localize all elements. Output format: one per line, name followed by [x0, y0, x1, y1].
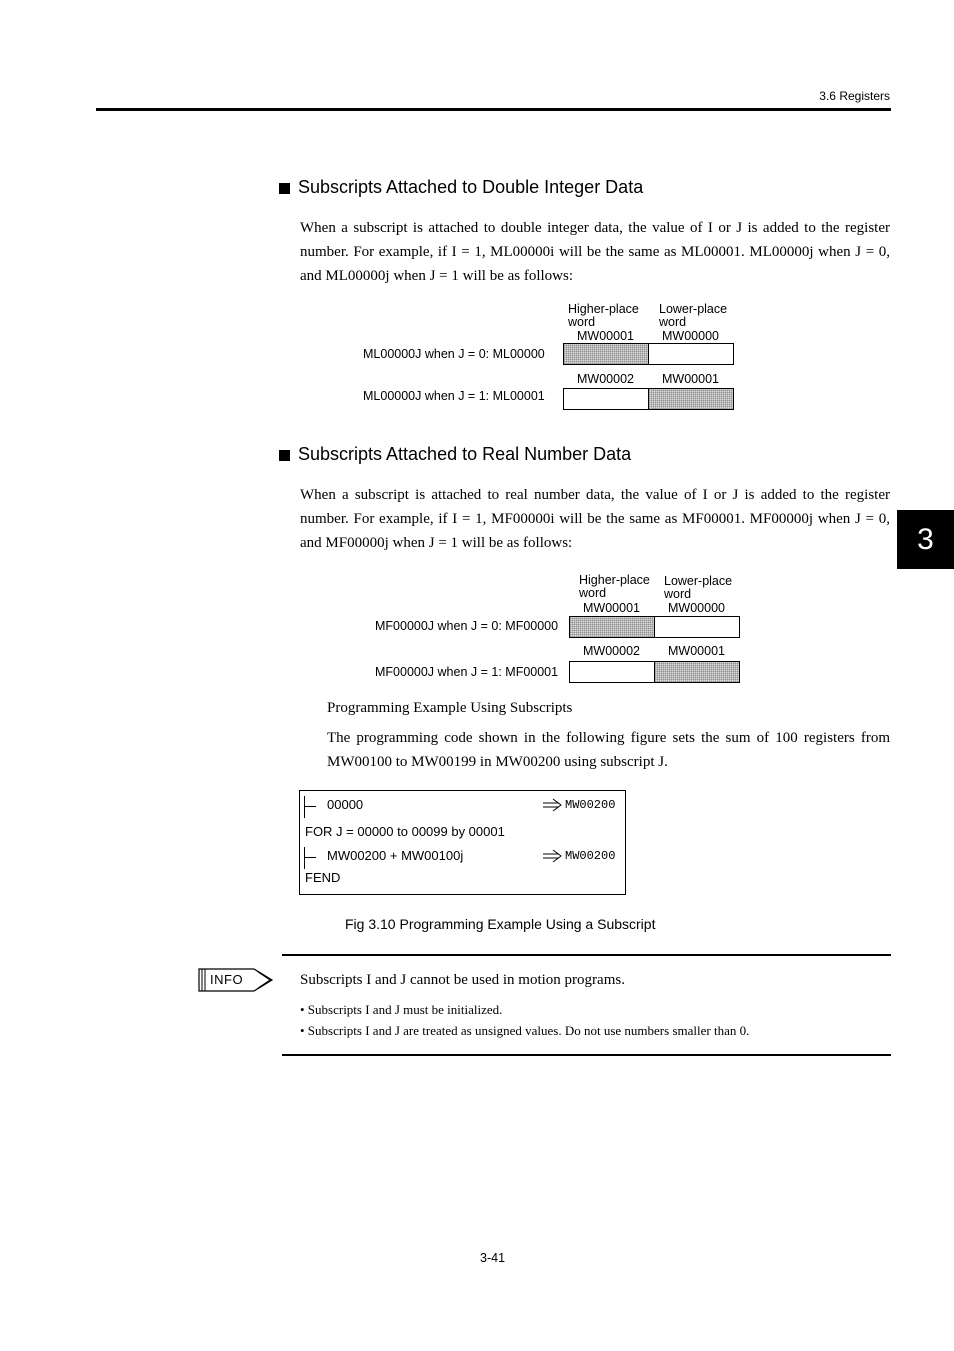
section2-paragraph: When a subscript is attached to real number data, the value of I or J is added to the register number. For example, if I = 1, MF00000i will be the same as MF00001. MF00000j when J = 0, and MF00000j when J = 1 will be as follows:	[300, 487, 890, 551]
square-bullet-icon	[279, 183, 290, 194]
code-line2-for: FOR J = 00000 to 00099 by 00001	[305, 824, 505, 839]
fig1-row2-lower-cell	[648, 388, 734, 410]
example-title: Programming Example Using Subscripts	[327, 700, 573, 716]
info-badge-label: INFO	[210, 972, 244, 987]
info-main-text: Subscripts I and J cannot be used in motion programs.	[300, 972, 625, 988]
section-heading-text: Subscripts Attached to Double Integer Data	[298, 177, 644, 197]
fig1-row2-right-register: MW00001	[662, 372, 719, 386]
fig1-row2-higher-cell	[563, 388, 649, 410]
rung-bar	[304, 796, 305, 818]
store-arrow-icon	[543, 849, 563, 863]
page-number: 3-41	[480, 1251, 506, 1265]
fig1-row1-higher-cell	[563, 343, 649, 365]
fig2-row2-higher-cell	[569, 661, 655, 683]
fig1-row1-label: ML00000J when J = 0: ML00000	[363, 347, 545, 361]
code-line1-expression: 00000	[327, 797, 364, 812]
fig1-row2-left-register: MW00002	[577, 372, 634, 386]
code-line3-destination: MW00200	[565, 849, 616, 863]
rung-bar	[304, 847, 305, 869]
example-paragraph: The programming code shown in the following figure sets the sum of 100 registers from MW00100 to MW00199 in MW00200 using subscript J.	[327, 730, 890, 770]
fig1-lower-label: Lower-place word	[659, 302, 728, 329]
section-heading-double-integer	[279, 177, 643, 198]
code-line1-destination: MW00200	[565, 798, 616, 812]
fig1-row1-left-register: MW00001	[577, 329, 634, 343]
figure-caption: Fig 3.10 Programming Example Using a Subscript	[345, 916, 656, 932]
fig2-row2-lower-cell	[654, 661, 740, 683]
rung-stub	[304, 806, 316, 807]
fig1-row1-lower-cell	[648, 343, 734, 365]
fig2-row2-label: MF00000J when J = 1: MF00001	[375, 665, 559, 679]
fig1-higher-label: Higher-place word	[568, 302, 639, 329]
section-heading-real-number	[279, 444, 631, 465]
fig2-row1-label: MF00000J when J = 0: MF00000	[375, 619, 559, 633]
header-rule	[96, 108, 891, 111]
chapter-tab: 3	[897, 510, 954, 569]
info-bullet-1: • Subscripts I and J must be initialized.	[300, 1002, 503, 1017]
store-arrow-icon	[543, 798, 563, 812]
code-line4-fend: FEND	[305, 870, 341, 885]
fig2-row1-higher-cell	[569, 616, 655, 638]
fig2-row1-right-register: MW00000	[668, 601, 725, 615]
section1-paragraph: When a subscript is attached to double integer data, the value of I or J is added to the register number. For example, if I = 1, ML00000i will be the same as ML00001. ML00000j when J = 0, and ML00000j when J = 1 will be as follows:	[300, 220, 890, 284]
fig2-row1-left-register: MW00001	[583, 601, 640, 615]
fig2-row2-right-register: MW00001	[668, 644, 725, 658]
square-bullet-icon	[279, 450, 290, 461]
fig2-row2-left-register: MW00002	[583, 644, 640, 658]
code-line3-expression: MW00200 + MW00100j	[327, 848, 464, 863]
info-bottom-rule	[282, 1054, 891, 1056]
fig2-lower-label: Lower-place word	[664, 574, 733, 601]
fig1-row1-right-register: MW00000	[662, 329, 719, 343]
fig2-higher-label: Higher-place word	[579, 573, 650, 600]
running-header: 3.6 Registers	[819, 89, 890, 103]
code-listing-box	[299, 790, 626, 895]
section-heading-text: Subscripts Attached to Real Number Data	[298, 444, 632, 464]
rung-stub	[304, 857, 316, 858]
info-bullet-2: • Subscripts I and J are treated as unsigned values. Do not use numbers smaller than 0.	[300, 1023, 750, 1038]
info-badge	[196, 966, 274, 994]
info-top-rule	[282, 954, 891, 956]
fig2-row1-lower-cell	[654, 616, 740, 638]
fig1-row2-label: ML00000J when J = 1: ML00001	[363, 389, 545, 403]
